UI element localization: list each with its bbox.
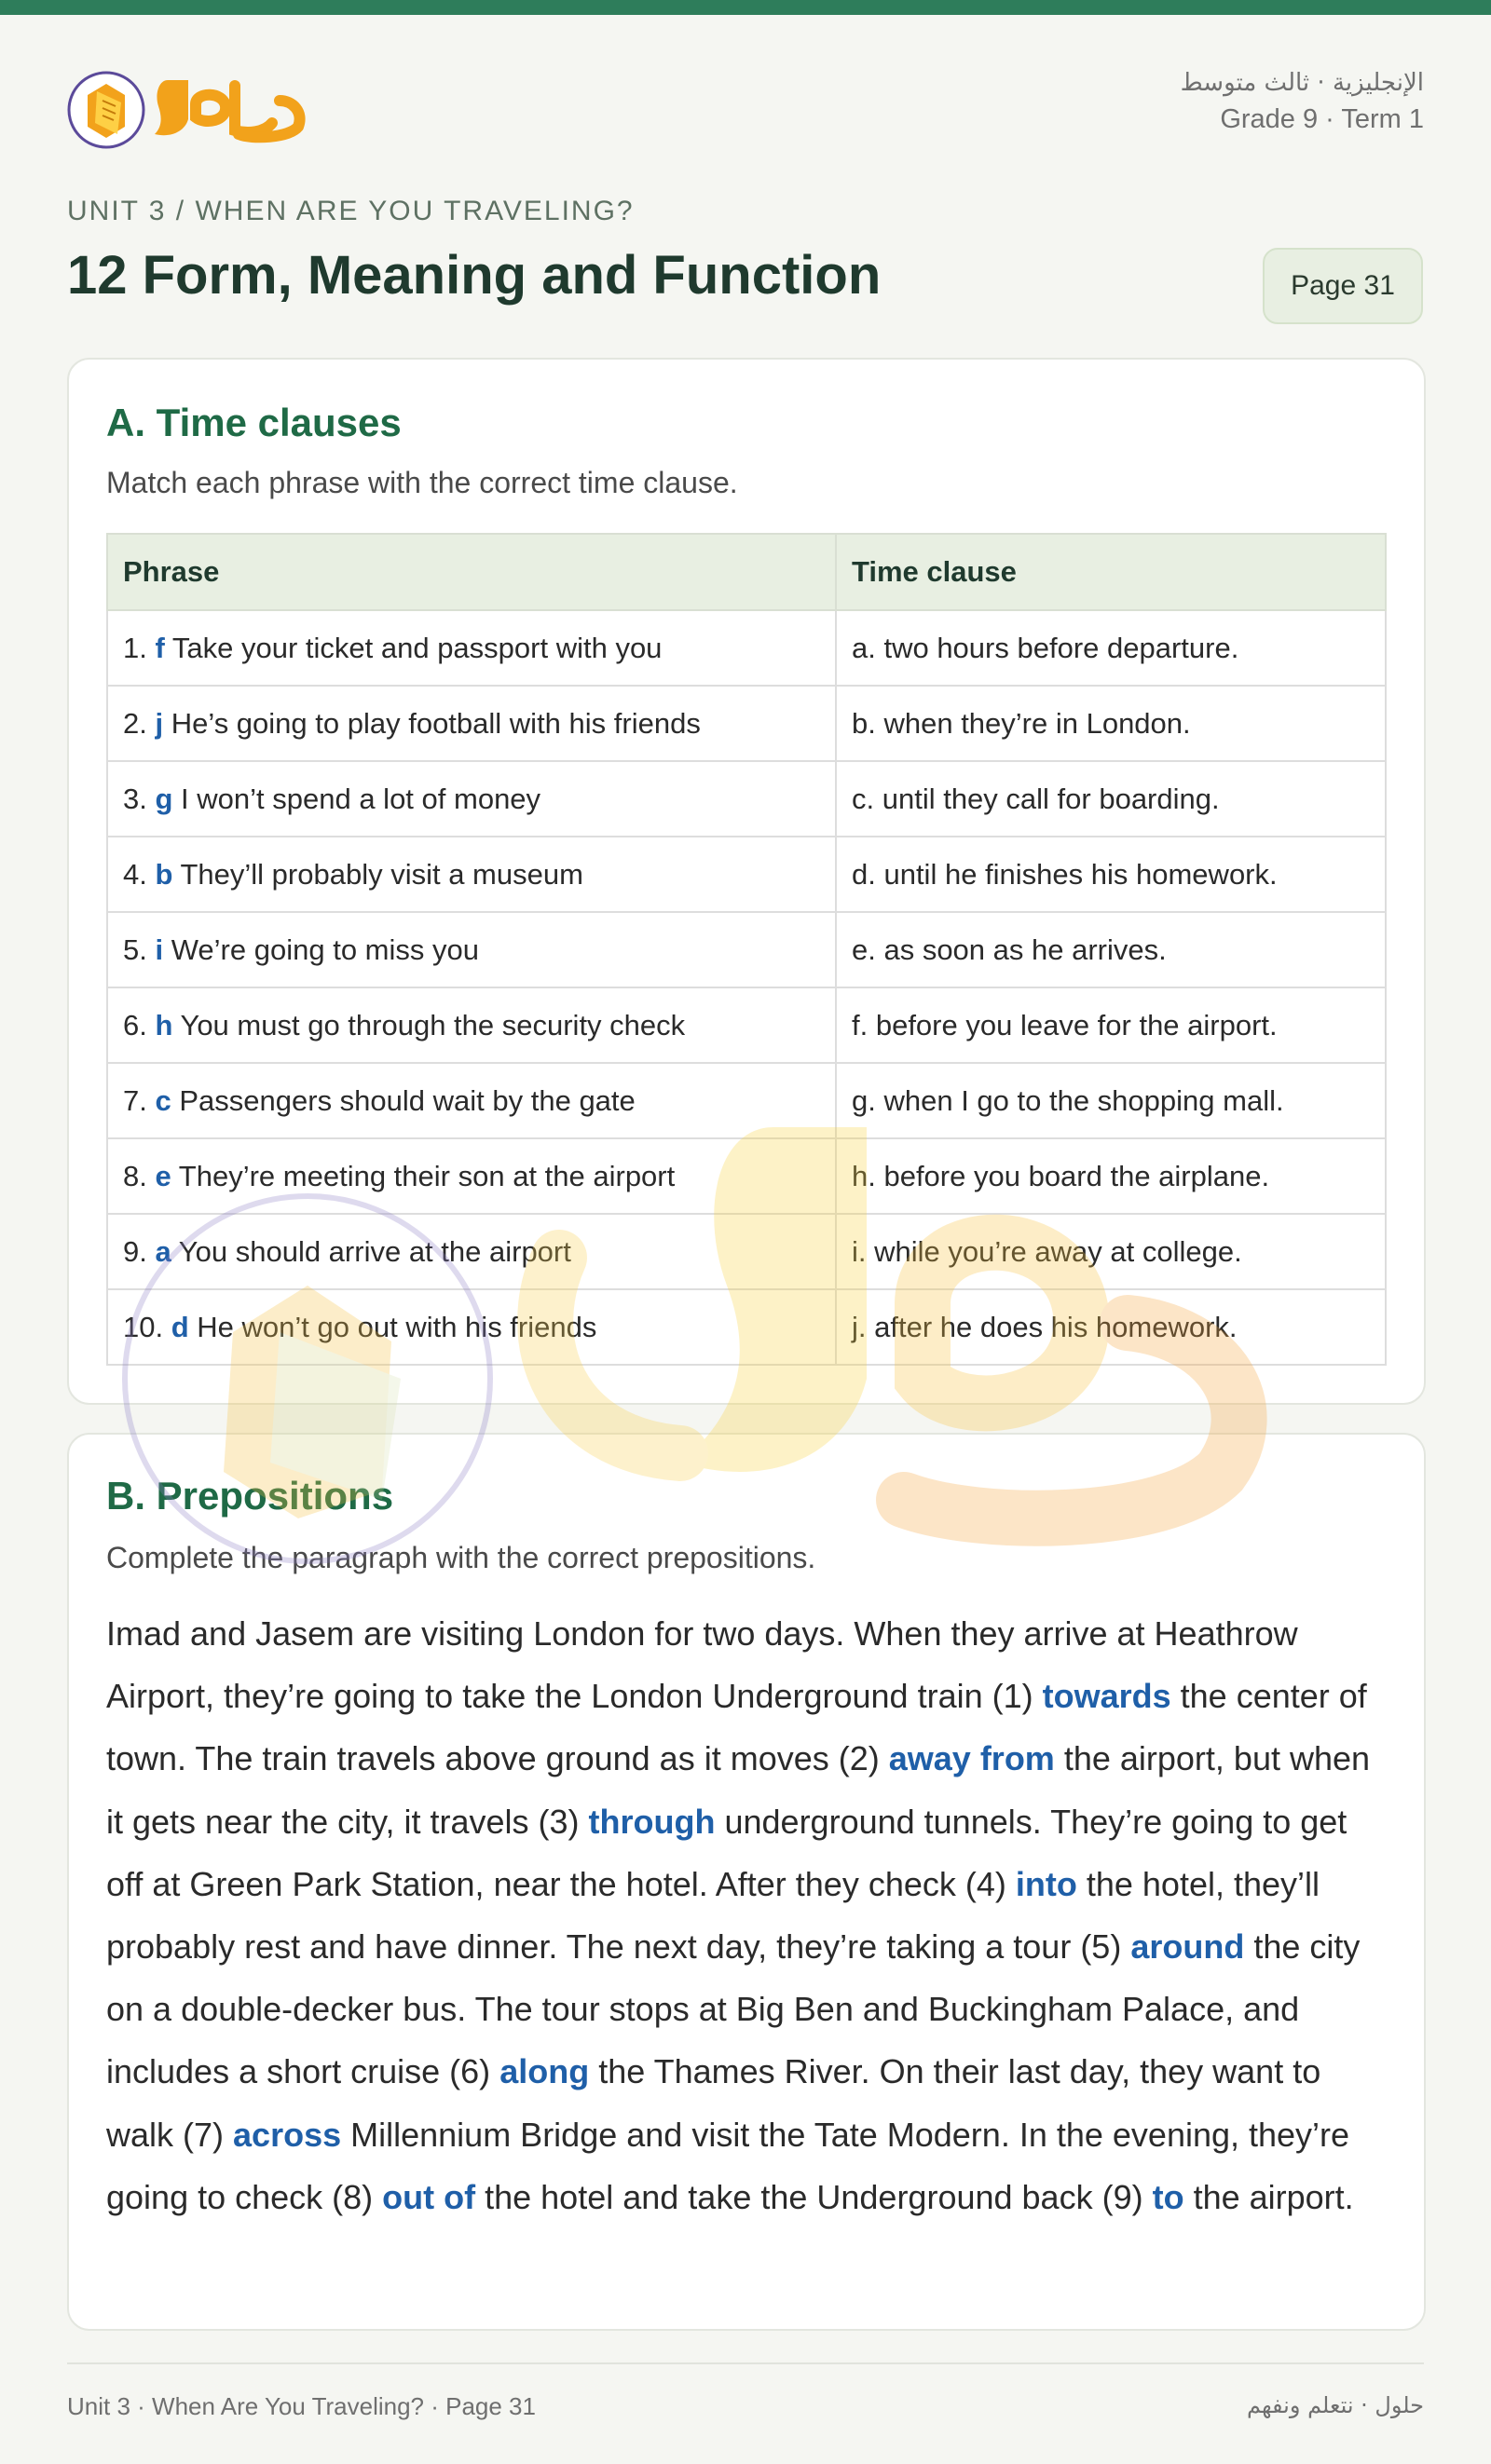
time-clause-cell: h. before you board the airplane. <box>836 1138 1386 1214</box>
preposition-answer: away from <box>888 1739 1055 1778</box>
phrase-text: Passengers should wait by the gate <box>179 1083 636 1117</box>
page-badge: Page 31 <box>1263 248 1423 324</box>
section-b-card <box>67 1433 1426 2331</box>
item-number: 4. <box>123 857 147 891</box>
item-number: 3. <box>123 782 147 815</box>
paragraph-text: the hotel, they’ll probably rest and have dinner. The next day, they’re taking a tour (5) <box>106 1864 1320 1967</box>
time-clause-cell: f. before you leave for the airport. <box>836 987 1386 1063</box>
paragraph-text: underground tunnels. They’re going to get off at Green Park Station, near the hotel. After they check (4) <box>106 1802 1347 1903</box>
prepositions-paragraph <box>106 1602 1392 2228</box>
table-row <box>107 837 1386 912</box>
paragraph-text: the airport. <box>1183 2177 1354 2216</box>
item-number: 9. <box>123 1234 147 1268</box>
footer-left: Unit 3 · When Are You Traveling? · Page 31 <box>67 2392 536 2420</box>
footer-right: حلول · نتعلم ونفهم <box>1247 2392 1424 2418</box>
item-number: 7. <box>123 1083 147 1117</box>
column-header-phrase: Phrase <box>107 534 836 610</box>
answer-letter: b <box>155 857 173 891</box>
table-row <box>107 1063 1386 1138</box>
subject-arabic: الإنجليزية · ثالث متوسط <box>1180 69 1424 97</box>
item-number: 2. <box>123 706 147 740</box>
paragraph-text: the center of town. The train travels above ground as it moves (2) <box>106 1677 1367 1778</box>
answer-letter: j <box>155 706 164 740</box>
phrase-text: You should arrive at the airport <box>178 1234 571 1268</box>
section-b-instruction: Complete the paragraph with the correct prepositions. <box>106 1541 816 1574</box>
table-row <box>107 1138 1386 1214</box>
phrase-cell <box>107 610 836 686</box>
time-clause-cell: e. as soon as he arrives. <box>836 912 1386 987</box>
time-clauses-table <box>106 533 1387 1366</box>
phrase-cell <box>107 837 836 912</box>
page-title: 12 Form, Meaning and Function <box>67 245 882 306</box>
preposition-answer: out of <box>382 2177 476 2216</box>
preposition-answer: around <box>1130 1927 1245 1967</box>
phrase-text: He’s going to play football with his friends <box>171 706 701 740</box>
unit-line: UNIT 3 / WHEN ARE YOU TRAVELING? <box>67 196 635 226</box>
item-number: 5. <box>123 933 147 966</box>
phrase-text: They’ll probably visit a museum <box>180 857 583 891</box>
phrase-cell <box>107 761 836 837</box>
answer-letter: f <box>155 631 165 664</box>
phrase-text: I won’t spend a lot of money <box>181 782 541 815</box>
header-meta <box>1181 69 1424 135</box>
preposition-answer: into <box>1015 1864 1077 1903</box>
phrase-text: Take your ticket and passport with you <box>171 631 663 664</box>
paragraph-text: Imad and Jasem are visiting London for two days. When they arrive at Heathrow Airport, they’re going to take the London Underground train (1) <box>106 1614 1298 1716</box>
phrase-text: He won’t go out with his friends <box>197 1310 597 1343</box>
time-clause-cell: i. while you’re away at college. <box>836 1214 1386 1289</box>
table-row <box>107 1214 1386 1289</box>
phrase-cell <box>107 1063 836 1138</box>
preposition-answer: through <box>588 1802 716 1841</box>
table-header-row <box>107 534 1386 610</box>
answer-letter: h <box>155 1008 173 1041</box>
preposition-answer: towards <box>1042 1677 1171 1716</box>
phrase-cell <box>107 912 836 987</box>
phrase-text: You must go through the security check <box>180 1008 686 1041</box>
answer-letter: d <box>171 1310 189 1343</box>
phrase-cell <box>107 1214 836 1289</box>
paragraph-text: the city on a double-decker bus. The tour stops at Big Ben and Buckingham Palace, and includes a short cruise (6) <box>106 1927 1361 2091</box>
answer-letter: g <box>155 782 173 815</box>
paragraph-text: Millennium Bridge and visit the Tate Modern. In the evening, they’re going to check (8) <box>106 2115 1350 2216</box>
preposition-answer: to <box>1152 2177 1184 2216</box>
top-accent-bar <box>0 0 1491 15</box>
time-clause-cell: c. until they call for boarding. <box>836 761 1386 837</box>
section-a-instruction: Match each phrase with the correct time clause. <box>106 466 738 499</box>
hulul-logo <box>65 58 317 160</box>
paragraph-text: the airport, but when it gets near the city, it travels (3) <box>106 1739 1371 1841</box>
table-row <box>107 987 1386 1063</box>
footer-divider <box>67 2362 1424 2364</box>
phrase-cell <box>107 1138 836 1214</box>
answer-letter: e <box>155 1159 171 1192</box>
time-clause-cell: a. two hours before departure. <box>836 610 1386 686</box>
section-a-card <box>67 358 1426 1405</box>
preposition-answer: along <box>499 2052 590 2091</box>
phrase-text: We’re going to miss you <box>171 933 479 966</box>
answer-letter: c <box>155 1083 171 1117</box>
section-a-title: A. Time clauses <box>106 401 402 444</box>
time-clause-cell: d. until he finishes his homework. <box>836 837 1386 912</box>
table-row <box>107 912 1386 987</box>
phrase-text: They’re meeting their son at the airport <box>178 1159 676 1192</box>
time-clause-cell: g. when I go to the shopping mall. <box>836 1063 1386 1138</box>
table-row <box>107 761 1386 837</box>
item-number: 10. <box>123 1310 164 1343</box>
item-number: 6. <box>123 1008 147 1041</box>
item-number: 8. <box>123 1159 147 1192</box>
table-row <box>107 610 1386 686</box>
phrase-cell <box>107 686 836 761</box>
paragraph-text: the hotel and take the Underground back (9) <box>475 2177 1153 2216</box>
phrase-cell <box>107 1289 836 1365</box>
table-row <box>107 1289 1386 1365</box>
item-number: 1. <box>123 631 147 664</box>
time-clause-cell: b. when they’re in London. <box>836 686 1386 761</box>
answer-letter: i <box>155 933 164 966</box>
answer-letter: a <box>155 1234 171 1268</box>
time-clause-cell: j. after he does his homework. <box>836 1289 1386 1365</box>
column-header-time-clause: Time clause <box>836 534 1386 610</box>
grade-term: Grade 9 · Term 1 <box>1220 104 1424 134</box>
section-b-title: B. Prepositions <box>106 1474 394 1518</box>
table-row <box>107 686 1386 761</box>
preposition-answer: across <box>233 2115 342 2154</box>
phrase-cell <box>107 987 836 1063</box>
paragraph-text: the Thames River. On their last day, they want to walk (7) <box>106 2052 1321 2154</box>
